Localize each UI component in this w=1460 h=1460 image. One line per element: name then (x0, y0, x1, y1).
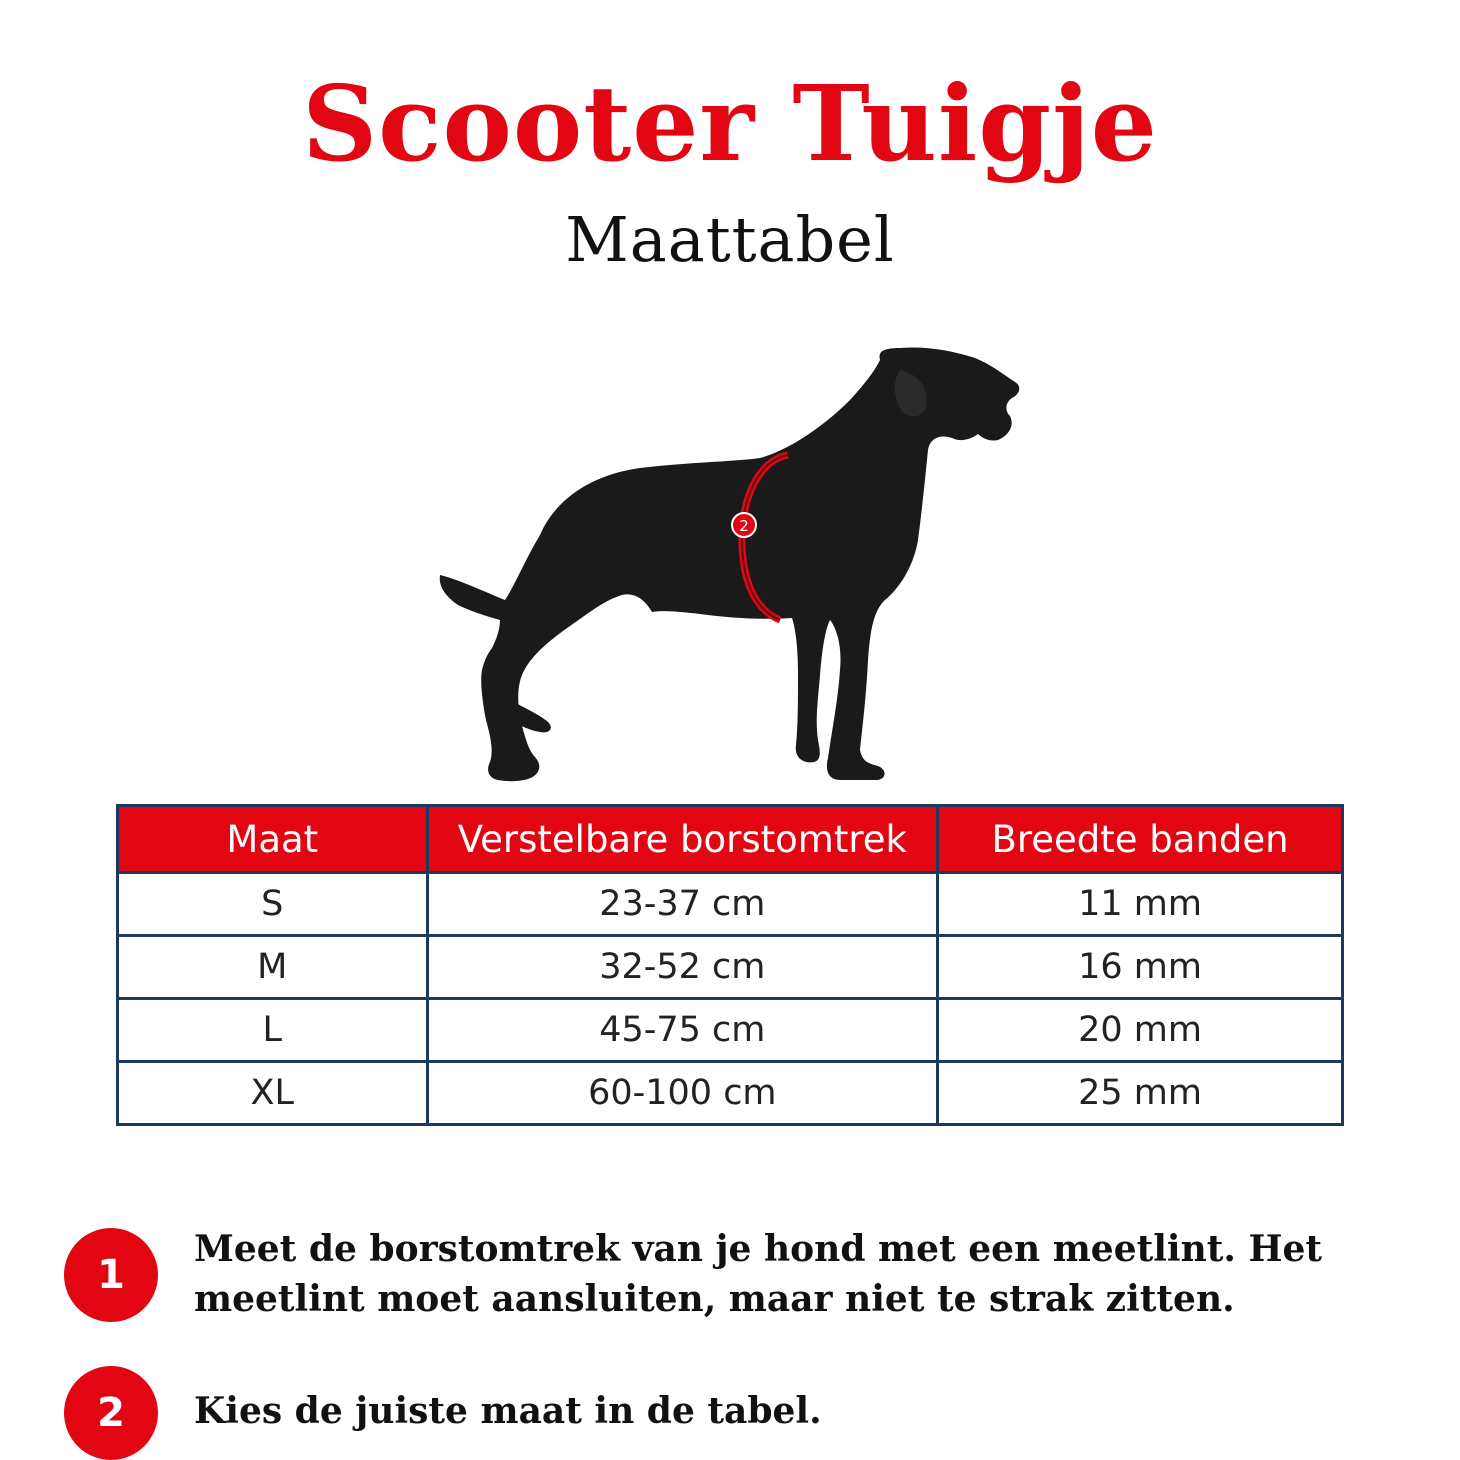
page-title: Scooter Tuigje (302, 62, 1158, 185)
width-cell: 11 mm (938, 873, 1343, 936)
size-cell: M (118, 936, 428, 999)
chest-cell: 23-37 cm (427, 873, 938, 936)
dog-silhouette-illustration (430, 330, 1030, 790)
step-text-line: Kies de juiste maat in de tabel. (194, 1390, 822, 1432)
table-row (118, 1062, 1343, 1125)
size-cell: XL (118, 1062, 428, 1125)
width-cell: 25 mm (938, 1062, 1343, 1125)
chest-cell: 45-75 cm (427, 999, 938, 1062)
chest-cell: 60-100 cm (427, 1062, 938, 1125)
column-header-borstomtrek: Verstelbare borstomtrek (427, 806, 938, 873)
step-text-line: meetlint moet aansluiten, maar niet te strak zitten. (194, 1278, 1235, 1320)
width-cell: 16 mm (938, 936, 1343, 999)
chest-cell: 32-52 cm (427, 936, 938, 999)
table-row (118, 999, 1343, 1062)
step-text (194, 1224, 1404, 1324)
column-header-maat: Maat (118, 806, 428, 873)
width-cell: 20 mm (938, 999, 1343, 1062)
measure-marker-label: 2 (739, 517, 749, 535)
size-cell: S (118, 873, 428, 936)
step-text (194, 1386, 1404, 1436)
step-number-badge: 1 (64, 1228, 158, 1322)
size-cell: L (118, 999, 428, 1062)
table-row (118, 873, 1343, 936)
step-number-badge: 2 (64, 1366, 158, 1460)
step-text-line: Meet de borstomtrek van je hond met een meetlint. Het (194, 1228, 1323, 1270)
table-header-row (118, 806, 1343, 873)
column-header-breedte: Breedte banden (938, 806, 1343, 873)
table-row (118, 936, 1343, 999)
size-table (116, 804, 1344, 1126)
page-subtitle: Maattabel (565, 203, 895, 276)
